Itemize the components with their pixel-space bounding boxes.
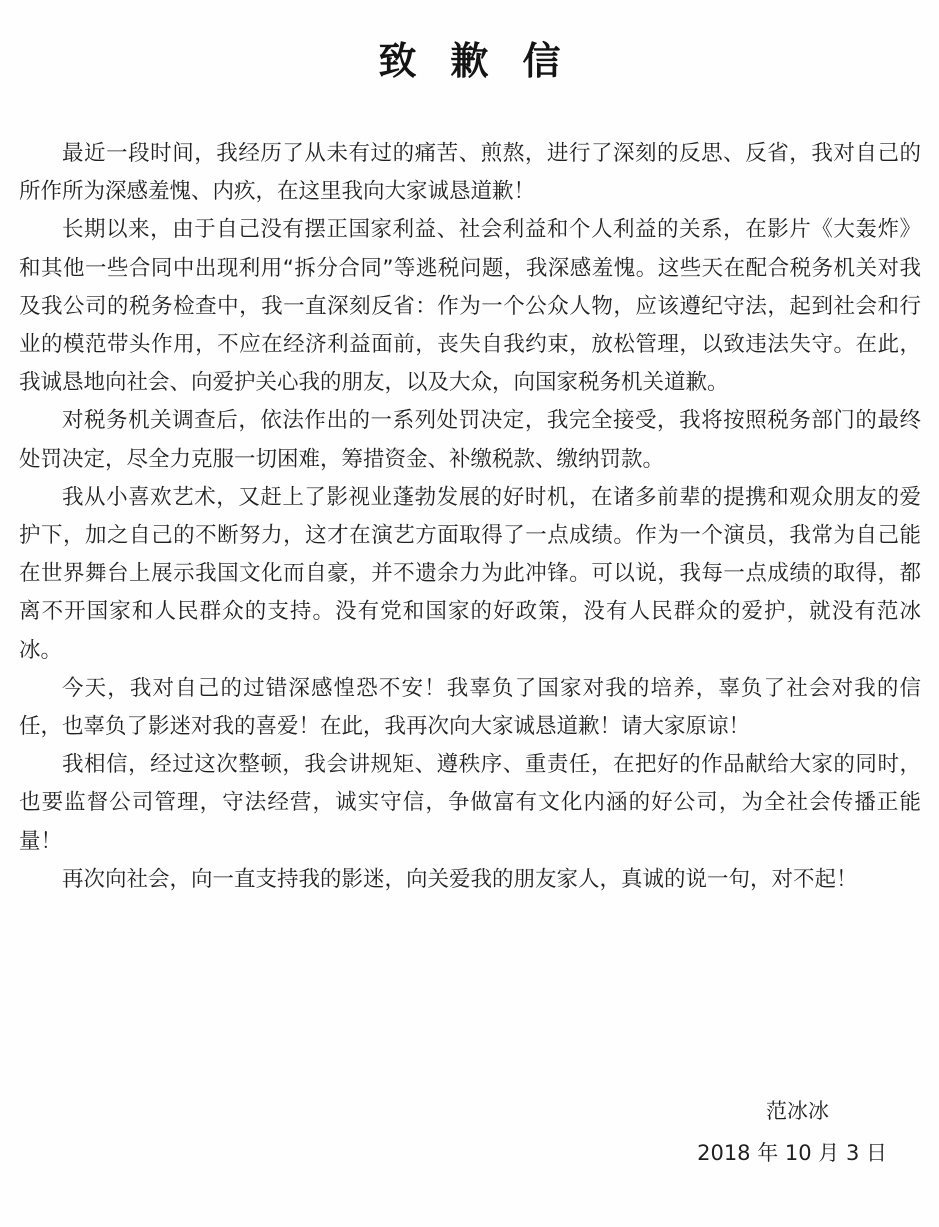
paragraph-5: 今天，我对自己的过错深感惶恐不安！我辜负了国家对我的培养，辜负了社会对我的信任，也辜负了影迷对我的喜爱！在此，我再次向大家诚恳道歉！请大家原谅！ <box>19 675 921 740</box>
paragraph-1: 最近一段时间，我经历了从未有过的痛苦、煎熬，进行了深刻的反思、反省，我对自己的所作所为深感羞愧、内疚，在这里我向大家诚恳道歉！ <box>19 141 921 205</box>
letter-title: 致歉信 <box>378 39 595 83</box>
paragraph-3: 对税务机关调查后，依法作出的一系列处罚决定，我完全接受，我将按照税务部门的最终处罚决定，尽全力克服一切困难，筹措资金、补缴税款、缴纳罚款。 <box>19 408 921 472</box>
signature: 范冰冰 <box>766 1099 829 1123</box>
letter-body <box>19 135 921 899</box>
letter-date: 2018 年 10 月 3 日 <box>697 1141 887 1165</box>
paragraph-7: 再次向社会，向一直支持我的影迷，向关爱我的朋友家人，真诚的说一句，对不起！ <box>62 866 858 892</box>
paragraph-2: 长期以来，由于自己没有摆正国家利益、社会利益和个人利益的关系，在影片《大轰炸》和其他一些合同中出现利用“拆分合同”等逃税问题，我深感羞愧。这些天在配合税务机关对我及我公司的税务检查中，我一直深刻反省：作为一个公众人物，应该遵纪守法，起到社会和行业的模范带头作用，不应在经济利益面前，丧失自我约束，放松管理，以致违法失守。在此，我诚恳地向社会、向爱护关心我的朋友，以及大众，向国家税务机关道歉。 <box>19 217 921 396</box>
paragraph-6: 我相信，经过这次整顿，我会讲规矩、遵秩序、重责任，在把好的作品献给大家的同时，也要监督公司管理，守法经营，诚实守信，争做富有文化内涵的好公司，为全社会传播正能量！ <box>19 752 921 854</box>
paragraph-4: 我从小喜欢艺术，又赶上了影视业蓬勃发展的好时机，在诸多前辈的提携和观众朋友的爱护下，加之自己的不断努力，这才在演艺方面取得了一点成绩。作为一个演员，我常为自己能在世界舞台上展示我国文化而自豪，并不遗余力为此冲锋。可以说，我每一点成绩的取得，都离不开国家和人民群众的支持。没有党和国家的好政策，没有人民群众的爱护，就没有范冰冰。 <box>19 484 921 663</box>
